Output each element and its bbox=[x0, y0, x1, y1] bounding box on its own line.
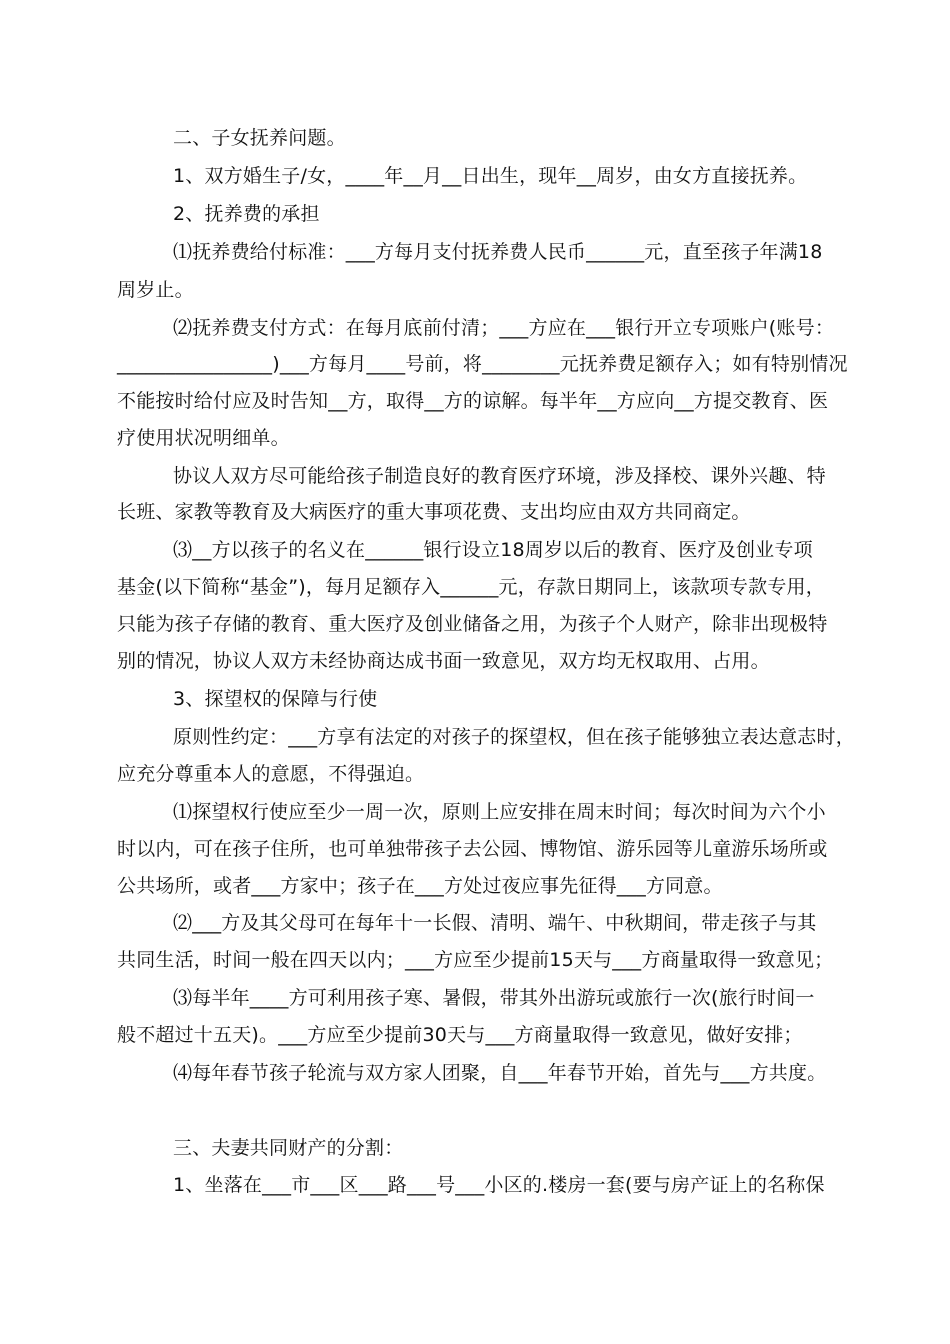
paragraph-line: ________________)___方每月____号前，将________元抚养费足额存入；如有特别情况 bbox=[117, 353, 848, 375]
paragraph-line: 周岁止。 bbox=[117, 279, 194, 301]
paragraph-line: 1、坐落在___市___区___路___号___小区的.楼房一套(要与房产证上的名称保 bbox=[173, 1174, 825, 1196]
paragraph-line: 不能按时给付应及时告知__方，取得__方的谅解。每半年__方应向__方提交教育、医 bbox=[117, 390, 829, 412]
paragraph-line: 疗使用状况明细单。 bbox=[117, 427, 290, 449]
section-heading-property-division: 三、夫妻共同财产的分割： bbox=[173, 1137, 404, 1159]
paragraph-line: ⑴抚养费给付标准：___方每月支付抚养费人民币______元，直至孩子年满18 bbox=[173, 241, 823, 263]
paragraph-line: 只能为孩子存储的教育、重大医疗及创业储备之用，为孩子个人财产，除非出现极特 bbox=[117, 613, 828, 635]
paragraph-line: 般不超过十五天)。___方应至少提前30天与___方商量取得一致意见，做好安排； bbox=[117, 1024, 803, 1046]
paragraph-line: 时以内，可在孩子住所，也可单独带孩子去公园、博物馆、游乐园等儿童游乐场所或 bbox=[117, 838, 828, 860]
paragraph-line: 基金(以下简称“基金”)，每月足额存入______元，存款日期同上，该款项专款专用， bbox=[117, 576, 825, 598]
paragraph-line: ⑴探望权行使应至少一周一次，原则上应安排在周末时间；每次时间为六个小 bbox=[173, 801, 826, 823]
paragraph-line: 别的情况，协议人双方未经协商达成书面一致意见，双方均无权取用、占用。 bbox=[117, 650, 770, 672]
subsection-heading: 3、探望权的保障与行使 bbox=[173, 688, 378, 710]
subsection-heading: 2、抚养费的承担 bbox=[173, 203, 320, 225]
paragraph-line: 1、双方婚生子/女，____年__月__日出生，现年__周岁，由女方直接抚养。 bbox=[173, 165, 808, 187]
paragraph-line: ⑶__方以孩子的名义在______银行设立18周岁以后的教育、医疗及创业专项 bbox=[173, 539, 813, 561]
paragraph-line: ⑵___方及其父母可在每年十一长假、清明、端午、中秋期间，带走孩子与其 bbox=[173, 912, 817, 934]
paragraph-line: ⑷每年春节孩子轮流与双方家人团聚，自___年春节开始，首先与___方共度。 bbox=[173, 1062, 827, 1084]
paragraph-line: 协议人双方尽可能给孩子制造良好的教育医疗环境，涉及择校、课外兴趣、特 bbox=[173, 465, 826, 487]
section-heading-child-custody: 二、子女抚养问题。 bbox=[173, 127, 346, 149]
paragraph-line: 公共场所，或者___方家中；孩子在___方处过夜应事先征得___方同意。 bbox=[117, 875, 723, 897]
paragraph-line: ⑵抚养费支付方式：在每月底前付清；___方应在___银行开立专项账户(账号： bbox=[173, 317, 835, 339]
paragraph-line: 长班、家教等教育及大病医疗的重大事项花费、支出均应由双方共同商定。 bbox=[117, 501, 751, 523]
paragraph-line: ⑶每半年____方可利用孩子寒、暑假，带其外出游玩或旅行一次(旅行时间一 bbox=[173, 987, 815, 1009]
paragraph-line: 原则性约定：___方享有法定的对孩子的探望权，但在孩子能够独立表达意志时， bbox=[173, 726, 855, 748]
paragraph-line: 共同生活，时间一般在四天以内；___方应至少提前15天与___方商量取得一致意见； bbox=[117, 949, 834, 971]
paragraph-line: 应充分尊重本人的意愿，不得强迫。 bbox=[117, 763, 425, 785]
